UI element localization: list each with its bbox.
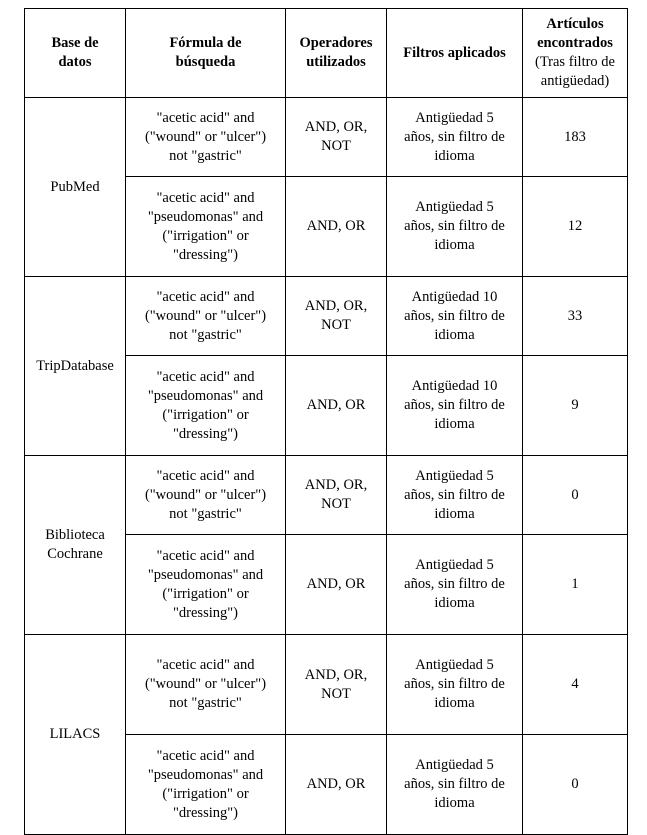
header-articles-note: (Tras filtro de antigüedad)	[534, 54, 615, 89]
count-cell: 183	[523, 98, 628, 177]
filters-cell: Antigüedad 5 años, sin filtro de idioma	[387, 98, 523, 177]
table-row	[25, 277, 628, 356]
formula-cell: "acetic acid" and ("wound" or "ulcer") not "gastric"	[126, 98, 286, 177]
table-row	[25, 635, 628, 735]
filters-cell: Antigüedad 5 años, sin filtro de idioma	[387, 635, 523, 735]
filters-cell: Antigüedad 5 años, sin filtro de idioma	[387, 456, 523, 535]
filters-cell: Antigüedad 5 años, sin filtro de idioma	[387, 177, 523, 277]
operators-cell: AND, OR	[286, 735, 387, 835]
formula-cell: "acetic acid" and "pseudomonas" and ("irrigation" or "dressing")	[126, 735, 286, 835]
filters-cell: Antigüedad 5 años, sin filtro de idioma	[387, 735, 523, 835]
operators-cell: AND, OR, NOT	[286, 635, 387, 735]
table-row	[25, 456, 628, 535]
operators-cell: AND, OR, NOT	[286, 456, 387, 535]
count-cell: 33	[523, 277, 628, 356]
operators-cell: AND, OR	[286, 177, 387, 277]
operators-cell: AND, OR	[286, 535, 387, 635]
count-cell: 9	[523, 356, 628, 456]
header-filters: Filtros aplicados	[387, 9, 523, 98]
header-formula: Fórmula de búsqueda	[126, 9, 286, 98]
count-cell: 4	[523, 635, 628, 735]
table-row	[25, 98, 628, 177]
formula-cell: "acetic acid" and "pseudomonas" and ("irrigation" or "dressing")	[126, 177, 286, 277]
header-articles-label: Artículos encontrados	[537, 16, 613, 51]
header-operators: Operadores utilizados	[286, 9, 387, 98]
header-database: Base de datos	[25, 9, 126, 98]
search-strategy-table	[24, 8, 628, 835]
database-cell-pubmed: PubMed	[25, 98, 126, 277]
operators-cell: AND, OR, NOT	[286, 98, 387, 177]
count-cell: 0	[523, 735, 628, 835]
formula-cell: "acetic acid" and "pseudomonas" and ("irrigation" or "dressing")	[126, 535, 286, 635]
database-cell-lilacs: LILACS	[25, 635, 126, 835]
formula-cell: "acetic acid" and ("wound" or "ulcer") not "gastric"	[126, 277, 286, 356]
formula-cell: "acetic acid" and ("wound" or "ulcer") not "gastric"	[126, 456, 286, 535]
formula-cell: "acetic acid" and ("wound" or "ulcer") not "gastric"	[126, 635, 286, 735]
filters-cell: Antigüedad 10 años, sin filtro de idioma	[387, 277, 523, 356]
header-row	[25, 9, 628, 98]
operators-cell: AND, OR, NOT	[286, 277, 387, 356]
count-cell: 1	[523, 535, 628, 635]
header-articles	[523, 9, 628, 98]
database-cell-tripdatabase: TripDatabase	[25, 277, 126, 456]
formula-cell: "acetic acid" and "pseudomonas" and ("irrigation" or "dressing")	[126, 356, 286, 456]
count-cell: 12	[523, 177, 628, 277]
count-cell: 0	[523, 456, 628, 535]
database-cell-cochrane: Biblioteca Cochrane	[25, 456, 126, 635]
filters-cell: Antigüedad 10 años, sin filtro de idioma	[387, 356, 523, 456]
filters-cell: Antigüedad 5 años, sin filtro de idioma	[387, 535, 523, 635]
operators-cell: AND, OR	[286, 356, 387, 456]
